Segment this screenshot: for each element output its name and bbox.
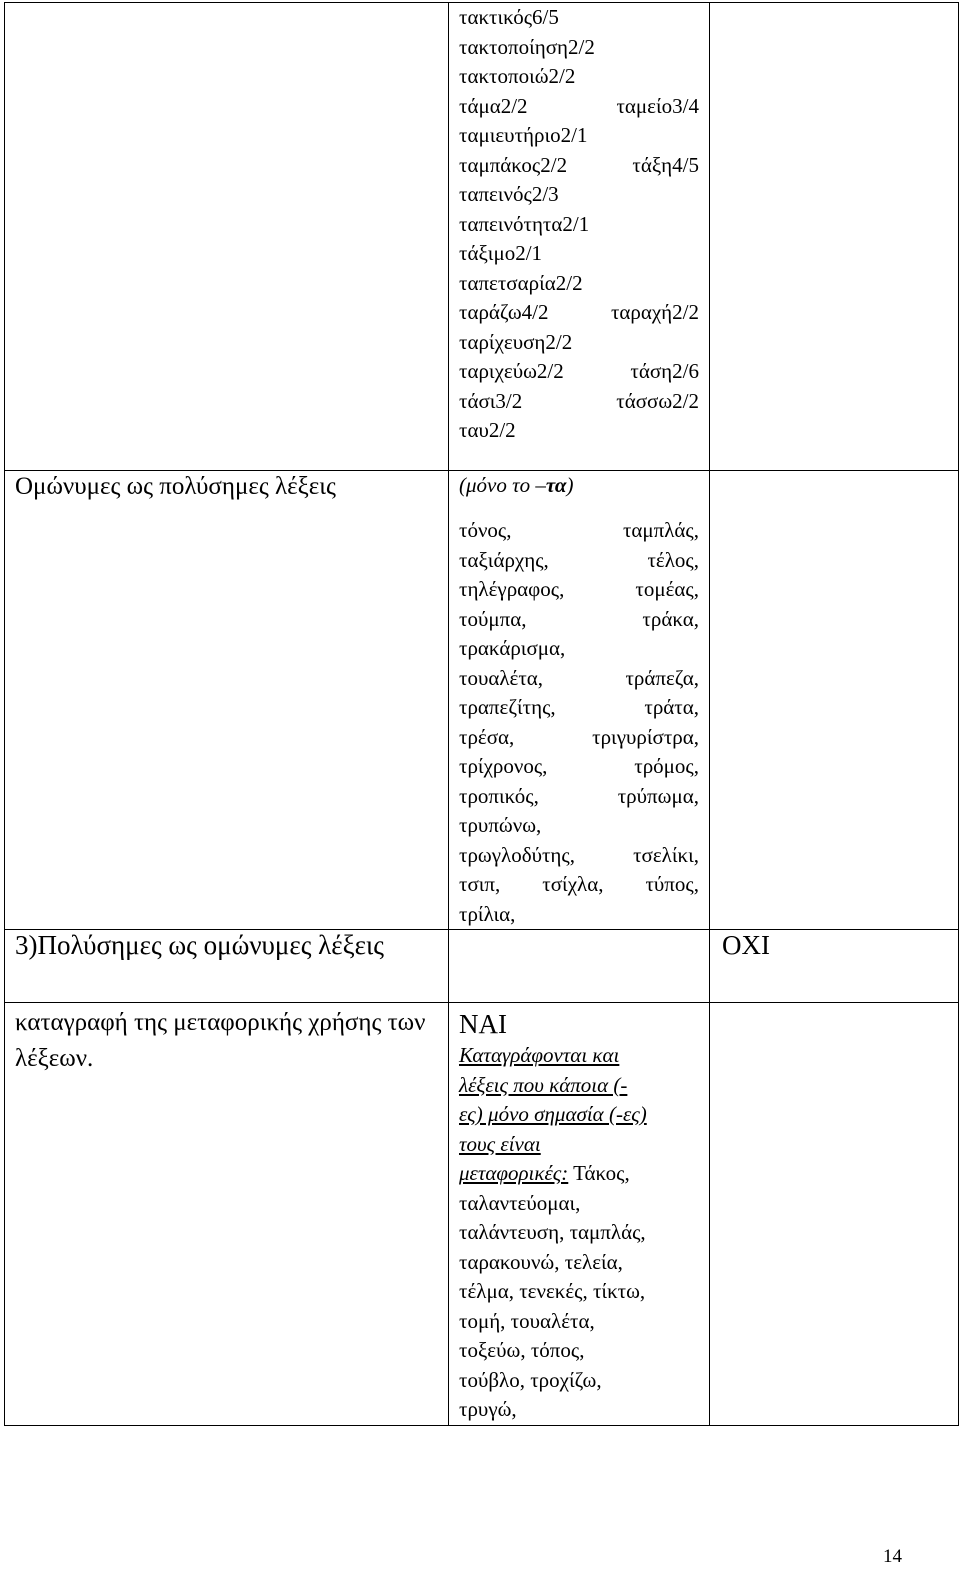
word-line xyxy=(459,269,699,299)
word-entry: ταμείο3/4 xyxy=(616,93,699,118)
row1-left-cell xyxy=(5,3,449,471)
word-entry: τάξη4/5 xyxy=(632,152,699,177)
row4-left-cell: καταγραφή της μεταφορικής χρήσης των λέξεων. xyxy=(5,1003,449,1426)
word-entry: ταυ2/2 xyxy=(459,418,516,442)
word-entry: τακτοποιώ2/2 xyxy=(459,64,576,88)
word-entry: τράκα, xyxy=(642,606,699,631)
table-row xyxy=(5,471,959,930)
word-list xyxy=(459,1041,699,1425)
word-line xyxy=(459,387,699,417)
word-line: ταλαντεύομαι, xyxy=(459,1190,581,1215)
word-line xyxy=(459,328,699,358)
word-line xyxy=(459,62,699,92)
word-line xyxy=(459,357,699,387)
word-line xyxy=(459,723,699,753)
row4-right-cell xyxy=(710,1003,959,1426)
word-line xyxy=(459,33,699,63)
row1-middle-cell xyxy=(449,3,710,471)
word-entry: τάμα2/2 xyxy=(459,93,528,118)
word-line xyxy=(459,605,699,635)
underlined-note-line xyxy=(459,1130,699,1160)
intro-bold: τα xyxy=(545,473,567,497)
word-line xyxy=(459,782,699,812)
word-line xyxy=(459,575,699,605)
word-line xyxy=(459,121,699,151)
word-line xyxy=(459,664,699,694)
word-entry: τρύπωμα, xyxy=(617,783,699,808)
word-list xyxy=(459,3,699,446)
underlined-note-line xyxy=(459,1041,699,1071)
word-entry: τόνος, xyxy=(459,518,512,542)
word-list xyxy=(459,516,699,929)
word-entry: τάξιμο2/1 xyxy=(459,241,543,265)
word-entry: ταμπλάς, xyxy=(622,518,699,542)
word-line xyxy=(459,634,699,664)
word-entry: τέλος, xyxy=(647,547,699,572)
word-entry: τρόμος, xyxy=(634,754,699,778)
word-entry: τακτοποίηση2/2 xyxy=(459,34,595,59)
mixed-line xyxy=(459,1159,699,1189)
word-line xyxy=(459,180,699,210)
row3-middle-cell xyxy=(449,930,710,1003)
word-line xyxy=(459,870,699,900)
word-entry: τράτα, xyxy=(644,695,699,719)
row2-left-cell xyxy=(5,471,449,930)
table-row xyxy=(5,1003,959,1426)
word-line xyxy=(459,516,699,546)
underlined-text: Καταγράφονται και xyxy=(459,1043,620,1067)
table-row xyxy=(5,3,959,471)
word-entry: τσίχλα, xyxy=(542,872,604,896)
word-entry: ταξιάρχης, xyxy=(459,547,549,572)
word-line xyxy=(459,239,699,269)
word-entry: ταμπάκος2/2 xyxy=(459,152,568,177)
word-entry: ταπεινότητα2/1 xyxy=(459,211,590,236)
row1-right-cell xyxy=(710,3,959,471)
word-line xyxy=(459,298,699,328)
intro-suffix: ) xyxy=(566,473,574,497)
word-entry: τρίχρονος, xyxy=(459,754,548,778)
word-line: ταρακουνώ, τελεία, xyxy=(459,1249,623,1274)
intro-prefix: (μόνο το – xyxy=(459,473,546,497)
word-line xyxy=(459,900,699,930)
table-row xyxy=(5,930,959,1003)
word-line xyxy=(459,3,699,33)
row4-middle-cell xyxy=(449,1003,710,1426)
word-line: τρυγώ, xyxy=(459,1397,517,1421)
word-entry: τακτικός6/5 xyxy=(459,5,559,29)
word-entry: τρακάρισμα, xyxy=(459,636,566,660)
row2-right-cell xyxy=(710,471,959,930)
word-entry: τάσι3/2 xyxy=(459,388,523,413)
word-entry: τρωγλοδύτης, xyxy=(459,842,575,867)
page-number: 14 xyxy=(883,1546,902,1567)
word-entry: τάσσω2/2 xyxy=(616,388,699,413)
word-entry: ταπεινός2/3 xyxy=(459,182,559,206)
row-heading: Ομώνυμες ως πολύσημες λέξεις xyxy=(15,473,336,500)
word-entry: ταραχή2/2 xyxy=(610,300,699,324)
row3-left-cell: 3)Πολύσημες ως ομώνυμες λέξεις xyxy=(5,930,449,1003)
word-entry: τούμπα, xyxy=(459,606,527,631)
word-entry: ταπετσαρία2/2 xyxy=(459,270,583,295)
word-entry: τουαλέτα, xyxy=(459,665,544,690)
word-entry: ταμιευτήριο2/1 xyxy=(459,123,588,147)
row2-middle-cell xyxy=(449,471,710,930)
word-entry: τροπικός, xyxy=(459,783,539,808)
word-entry: τσελίκι, xyxy=(633,842,699,867)
word-line: τούβλο, τροχίζω, xyxy=(459,1367,602,1392)
word-line xyxy=(459,693,699,723)
row3-right-cell: ΟΧΙ xyxy=(710,930,959,1003)
word-line xyxy=(459,811,699,841)
word-entry: τηλέγραφος, xyxy=(459,577,565,601)
word-line xyxy=(459,210,699,240)
word-line: ταλάντευση, ταμπλάς, xyxy=(459,1220,646,1244)
word-line xyxy=(459,752,699,782)
word-line xyxy=(459,416,699,446)
word-entry: ταριχεύω2/2 xyxy=(459,359,564,383)
word-line xyxy=(459,841,699,871)
word-entry: τρίλια, xyxy=(459,901,516,926)
intro-note xyxy=(459,471,699,500)
word-line: τέλμα, τενεκές, τίκτω, xyxy=(459,1279,646,1303)
underlined-text: μεταφορικές: xyxy=(459,1161,569,1185)
word-entry: τρέσα, xyxy=(459,724,515,749)
word-entry: ταράζω4/2 xyxy=(459,300,549,324)
underlined-text: ες) μόνο σημασία (-ες) xyxy=(459,1102,647,1126)
word-line xyxy=(459,151,699,181)
word-entry: τάση2/6 xyxy=(630,359,699,383)
word-line xyxy=(459,92,699,122)
word-line xyxy=(459,546,699,576)
word-entry: τρυπώνω, xyxy=(459,813,542,837)
word-line: τομή, τουαλέτα, xyxy=(459,1308,595,1333)
word-entry: τριγυρίστρα, xyxy=(592,724,699,749)
underlined-text: λέξεις που κάποια (- xyxy=(459,1072,628,1097)
document-table xyxy=(4,2,959,1426)
word-entry: τομέας, xyxy=(635,577,699,601)
word-entry: τραπεζίτης, xyxy=(459,695,556,719)
underlined-text: τους είναι xyxy=(459,1131,541,1156)
underlined-note-line xyxy=(459,1071,699,1101)
word-entry: τράπεζα, xyxy=(625,665,699,690)
word-line: τοξεύω, τόπος, xyxy=(459,1338,585,1362)
word-entry: ταρίχευση2/2 xyxy=(459,329,573,354)
answer-yes: ΝΑΙ xyxy=(459,1009,507,1039)
word-entry: τσιπ, xyxy=(459,872,501,896)
word-entry: Τάκος, xyxy=(568,1161,630,1185)
word-entry: τύπος, xyxy=(645,872,699,896)
underlined-note-line xyxy=(459,1100,699,1130)
